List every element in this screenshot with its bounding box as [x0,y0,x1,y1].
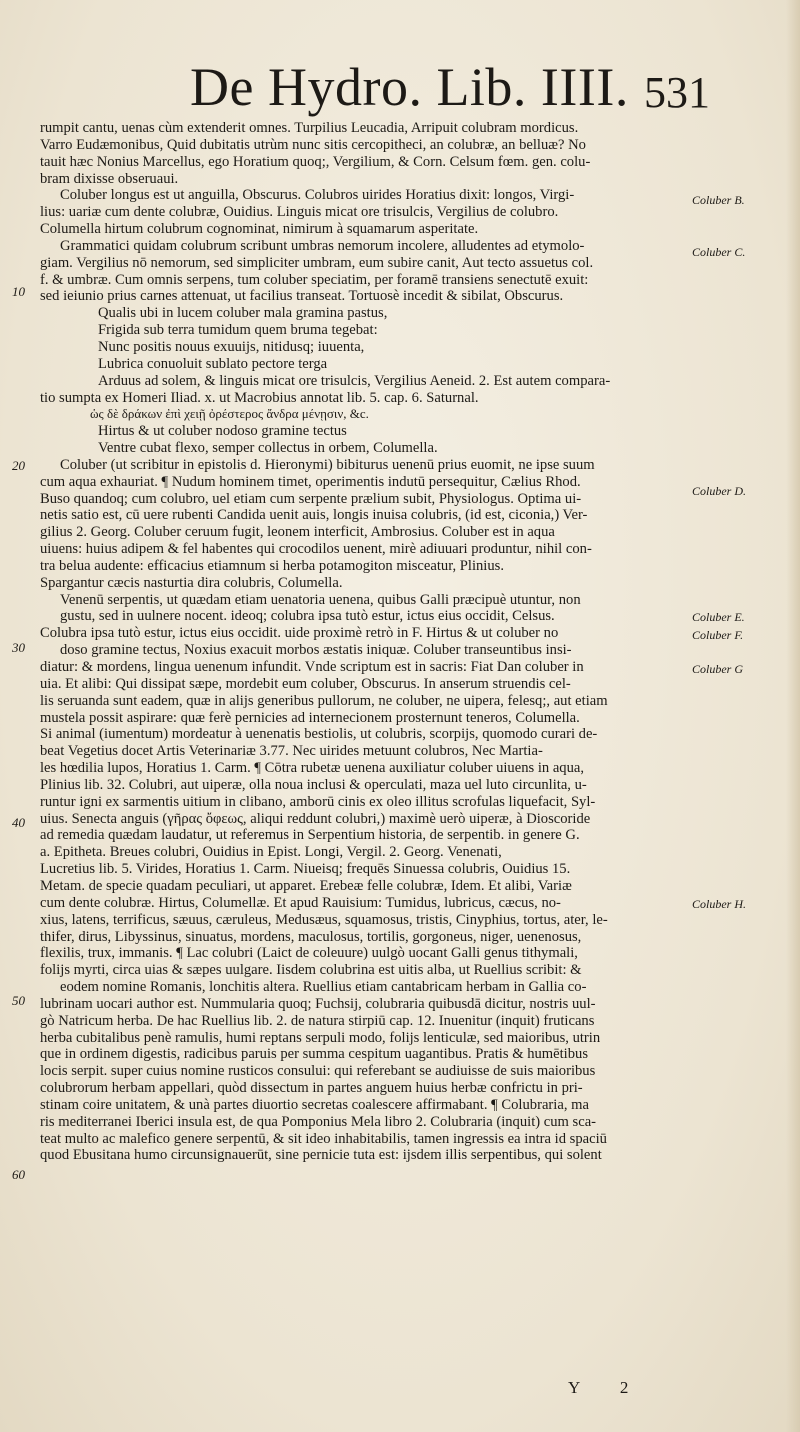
text-line: ris mediterranei Iberici insula est, de qua Pomponius Mela libro 2. Colubraria (inquit) cum sca- [40,1113,597,1130]
text-line: quod Ebusitana humo circunsignauerūt, sine pernicie tuta est: ijsdem illis serpentibus, qui solent [40,1147,602,1164]
text-line: Venenū serpentis, ut quædam etiam uenatoria uenena, quibus Galli præcipuè utuntur, non [60,591,581,608]
text-line: diatur: & mordens, lingua uenenum infundit. Vnde scriptum est in sacris: Fiat Dan coluber in [40,659,584,675]
margin-note: Coluber G [692,662,743,676]
text-line [40,1215,690,1232]
text-line: netis satio est, cū uere rubenti Candida uenit auis, longis inuisa colubris, (id est, ciconia,) Ver- [40,507,588,524]
margin-note: Coluber C. [692,245,746,259]
margin-note: Coluber B. [692,193,745,207]
text-line: Coluber longus est ut anguilla, Obscurus. Colubros uirides Horatius dixit: longos, Virgi- [60,187,575,204]
line-number: 50 [12,993,25,1008]
verse-line: Lubrica conuoluit sublato pectore terga [98,355,328,372]
text-line [40,1232,690,1249]
text-line: gilius 2. Georg. Coluber ceruum fugit, leonem interficit, Ambrosius. Coluber est in aqua [40,524,555,541]
verse-line: Arduus ad solem, & linguis micat ore trisulcis, Vergilius Aeneid. 2. Est autem compara- [98,372,611,389]
text-line: doso gramine tectus, Noxius exacuit morbos æstatis iniquæ. Coluber transeuntibus insi- [60,642,572,659]
text-line: Colubra ipsa tutò estur, ictus eius occidit. uide proximè retrò in F. Hirtus & ut coluber no [40,625,559,642]
text-line: les hœdilia lupos, Horatius 1. Carm. ¶ Cōtra rubetæ uenena auxiliatur coluber uiuens in aqua, [40,760,585,777]
text-line [40,1198,690,1215]
text-line: lius: uariæ cum dente colubræ, Ouidius. Linguis micat ore trisulcis, Vergilius de colubro. [40,204,559,221]
text-line: gò Natricum herba. De hac Ruellius lib. 2. de natura stirpiū cap. 12. Inuenitur (inquit) fruticans [40,1012,595,1029]
text-line: gustu, sed in uulnere nocent. ideoq; colubra ipsa tutò estur, ictus eius occidit, Celsus. [60,608,555,625]
line-number: 20 [12,458,25,473]
text-line: teat multo ac malefico genere serpentū, & sit ideo inhabitabilis, tamen ingressis ea intra id spaciū [40,1130,607,1147]
text-line: eodem nomine Romanis, lonchitis altera. Ruellius etiam cantabricam herbam in Gallia co- [60,979,587,996]
text-line: runtur igni ex sarmentis uitium in clibano, amborū cinis ex oleo illitus scrofulas liquefacit, Syl- [40,793,596,810]
text-line [40,1350,690,1367]
text-line: locis serpit. super cuius nomine rusticos consului: qui referebant se audiuisse de suis maioribus [40,1063,596,1080]
text-line: mustela possit aspirare: quæ ferè pernicies ad internecionem prosternunt teneros, Columella. [40,709,580,726]
text-line: uius. Senecta anguis (γῆρας ὄφεως, aliqui reddunt colubri,) maximè uerò uiperæ, à Dioscoride [40,810,591,827]
text-line: lubrinam uocari author est. Nummularia quoq; Fuchsij, colubraria quibusdā dicitur, nostris uul- [40,995,596,1012]
text-line: Plinius lib. 32. Colubri, aut uiperæ, olla noua inclusi & operculati, maza uel luto circunlita, u- [40,776,587,793]
running-title: De Hydro. Lib. IIII. [190,57,629,117]
text-line: tio sumpta ex Homeri Iliad. x. ut Macrobius annotat lib. 5. cap. 6. Saturnal. [40,389,479,406]
text-line: Coluber (ut scribitur in epistolis d. Hieronymi) bibiturus uenenū prius euomit, ne ipse suum [60,456,595,473]
margin-note: Coluber H. [692,897,746,911]
text-line: Varro Eudæmonibus, Quid dubitatis utrùm nunc sitis cercopitheci, an colubræ, an belluæ? No [40,136,586,153]
page-number: 531 [644,68,710,117]
text-line [40,1316,690,1333]
text-line [40,1249,690,1266]
margin-note: Coluber E. [692,610,745,624]
text-line: flexilis, trux, immanis. ¶ Lac colubri (Laict de coleuure) uulgò uocant Galli genus tithymali, [40,945,578,962]
text-line: Grammatici quidam colubrum scribunt umbras nemorum incolere, alludentes ad etymolo- [60,237,585,254]
text-line: stinam coire unitatem, & unà partes diuortio secretas coalescere affirmabant. ¶ Colubraria, ma [40,1096,589,1113]
margin-note: Coluber D. [692,484,746,498]
page-edge-shadow [786,0,800,1432]
text-line: herba cubitalibus penè ramulis, humi reptans serpuli modo, folijs lenticulæ, sed maioribus, utrin [40,1029,601,1046]
text-line [40,1181,690,1198]
text-line: a. Epitheta. Breues colubri, Ouidius in Epist. Longi, Vergil. 2. Georg. Venenati, [40,844,502,861]
text-line: colubrorum herbam appellari, quòd dissectum in partes anguem huius herbæ confrictu in pri- [40,1080,583,1097]
text-line: cum aqua exhauriat. ¶ Nudum hominem timet, operimentis indutū persequitur, Cælius Rhod. [40,473,581,490]
text-line: Buso quandoq; cum colubro, uel etiam cum serpente prælium subit, Physiologus. Optima ui- [40,490,582,507]
verse-line: Hirtus & ut coluber nodoso gramine tectus [98,423,347,440]
text-line [40,1164,690,1181]
verse-line: Nunc positis nouus exuuijs, nitidusq; iuuenta, [98,338,365,355]
text-line: Lucretius lib. 5. Virides, Horatius 1. Carm. Niueisq; frequēs Sinuessa colubris, Ouidius 15. [40,861,571,878]
text-line: sed ieiunio prius carnes attenuat, ut facilius transeat. Tortuosè incedit & sibilat, Obscurus. [40,288,564,305]
line-number: 30 [12,640,25,655]
line-number: 10 [12,284,25,299]
text-line: Spargantur cæcis nasturtia dira colubris, Columella. [40,574,343,591]
text-line: uiuens: huius adipem & fel habentes qui crocodilos uenent, mirè adiuuari produntur, nihil con- [40,541,592,558]
text-line: thifer, dirus, Libyssinus, sinuatus, mordens, maculosus, tortilis, gorgoneus, niger, uenenosus, [40,928,582,945]
verse-line: Frigida sub terra tumidum quem bruma tegebat: [98,322,378,339]
margin-note: Coluber F. [692,628,744,642]
text-line [40,1333,690,1350]
text-body [40,120,690,1383]
verse-line: Ventre cubat flexo, semper collectus in orbem, Columella. [98,440,438,457]
greek-line: ὡς δὲ δράκων ἐπὶ χειῇ ὀρέστερος ἄνδρα μένῃσιν, &c. [90,406,369,422]
signature-mark: Y 2 [568,1378,647,1397]
text-line: lis seruanda sunt eadem, quæ in alijs generibus pullorum, ne coluber, ne uipera, felesq;, aut etiam [40,692,608,709]
text-line: xius, latens, terrificus, sæuus, cæruleus, Medusæus, squamosus, tristis, Cinyphius, tortus, ater, le- [40,911,608,928]
text-line [40,1282,690,1299]
page-header [150,52,710,122]
text-line [40,1265,690,1282]
text-line: cum dente colubræ. Hirtus, Columellæ. Et apud Rauisium: Tumidus, lubricus, cæcus, no- [40,894,561,911]
text-line: Si animal (iumentum) mordeatur à uenenatis bestiolis, ut colubris, scorpijs, quomodo curari de- [40,726,598,743]
text-line: que in ordinem digestis, radicibus paruis per summa cespitum uagantibus. Pratis & humētibus [40,1046,588,1063]
line-number: 60 [12,1167,25,1182]
text-line: tauit hæc Nonius Marcellus, ego Horatium quoq;, Vergilium, & Corn. Celsum fœm. gen. colu- [40,153,591,170]
text-line: bram dixisse obseruaui. [40,170,179,187]
text-line: tra belua audente: efficacius etiamnum si herba potamogiton misceatur, Plinius. [40,557,504,574]
text-line: folijs myrti, circa uias & sæpes uulgare. Iisdem colubrina est uitis alba, ut Ruellius scribit: & [40,962,582,979]
text-line: rumpit cantu, uenas cùm extenderit omnes. Turpilius Leucadia, Arripuit colubram mordicus. [40,120,579,136]
text-line: f. & umbræ. Cum omnis serpens, tum coluber speciatim, per foramē transiens senectutē exuit: [40,271,589,288]
line-number: 40 [12,815,25,830]
text-line: giam. Vergilius nō nemorum, sed simpliciter umbram, eum subire canit, Aut tecto assuetus col. [40,254,594,271]
text-line: Columella hirtum colubrum cognominat, nimirum à squamarum asperitate. [40,221,479,238]
text-line: uia. Et alibi: Qui dissipat sæpe, mordebit eum coluber, Obscurus. In anserum struendis cel- [40,675,571,692]
text-line: Metam. de specie quadam peculiari, ut apparet. Erebeæ felle colubræ, Idem. Et alibi, Variæ [40,877,572,894]
text-line [40,1299,690,1316]
text-line: beat Vegetius docet Artis Veterinariæ 3.77. Nec uirides metuunt colubros, Nec Martia- [40,743,543,760]
verse-line: Qualis ubi in lucem coluber mala gramina pastus, [98,305,388,322]
text-line: ad remedia quædam laudatur, ut referemus in Serpentium historia, de serpentib. in genere G. [40,827,580,844]
